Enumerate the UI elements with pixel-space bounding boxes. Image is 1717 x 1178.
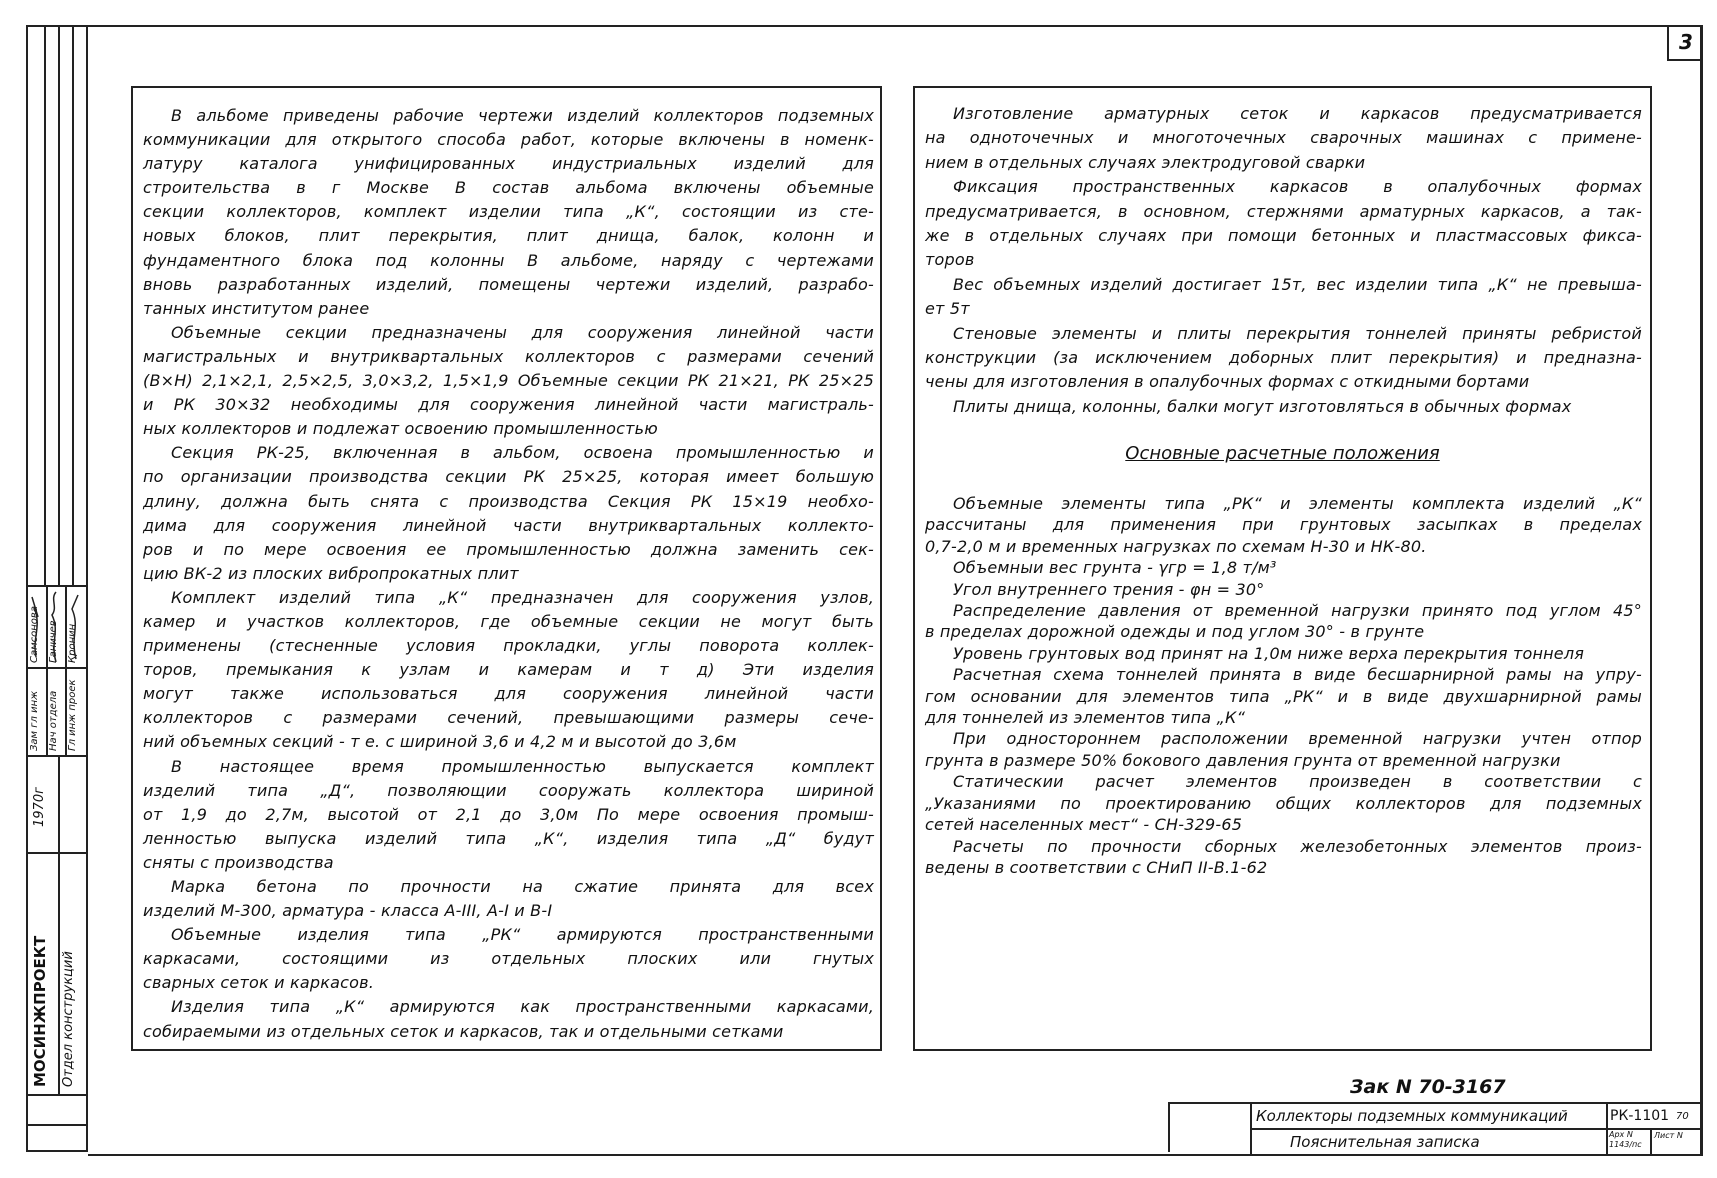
- text-line: Объемныи вес грунта - γгр = 1,8 т/м³: [953, 558, 1277, 578]
- stamp-year: 1970г: [32, 787, 47, 827]
- text-line: (В×Н) 2,1×2,1, 2,5×2,5, 3,0×3,2, 1,5×1,9 Объемные секции РК 21×21, РК 25×25: [143, 371, 874, 391]
- text-line: фундаментного блока под колонны В альбоме, наряду с чертежами: [143, 250, 874, 270]
- archive-number: 1143/пс: [1609, 1140, 1642, 1149]
- archive-label: Арх N: [1609, 1130, 1633, 1139]
- role-2: Нач отдела: [48, 690, 59, 751]
- text-line: же в отдельных случаях при помощи бетонных и пластмассовых фикса-: [925, 226, 1642, 246]
- text-line: новых блоков, плит перекрытия, плит днища, балок, колонн и: [143, 226, 874, 246]
- text-line: вновь разработанных изделий, помещены чертежи изделий, разрабо-: [143, 274, 874, 294]
- text-line: Расчеты по прочности сборных железобетонных элементов произ-: [953, 836, 1642, 856]
- text-line: Объемные секции предназначены для сооружения линейной части: [171, 322, 874, 342]
- text-line: предусматривается, в основном, стержнями арматурных каркасов, а так-: [925, 201, 1642, 221]
- divider: [44, 27, 46, 587]
- text-line: камер и участков коллекторов, где объемные секции не могут быть: [143, 611, 874, 631]
- text-line: Изделия типа „К“ армируются как пространственными каркасами,: [171, 997, 874, 1017]
- text-line: цию ВК-2 из плоских вибропрокатных плит: [143, 563, 519, 583]
- section-heading-text: Основные расчетные положения: [1125, 443, 1440, 464]
- signatures: [28, 587, 86, 667]
- sheet-label: Лист N: [1654, 1131, 1683, 1140]
- text-line: В альбоме приведены рабочие чертежи изделий коллекторов подземных: [171, 106, 874, 125]
- text-line: Фиксация пространственных каркасов в опалубочных формах: [953, 177, 1642, 197]
- text-line: Вес объемных изделий достигает 15т, вес изделии типа „К“ не превыша-: [953, 274, 1642, 294]
- text-line: магистральных и внутриквартальных коллекторов с размерами сечений: [143, 346, 874, 366]
- text-line: гом основании для элементов типа „РК“ и в виде двухшарнирной рамы: [925, 686, 1642, 706]
- text-line: и РК 30×32 необходимы для сооружения линейной части магистраль-: [143, 395, 874, 415]
- page-number: 3: [1667, 25, 1703, 61]
- text-line: применены (стесненные условия прокладки, углы поворота коллек-: [143, 636, 874, 656]
- text-line: от 1,9 до 2,7м, высотой от 2,1 до 3,0м По мере освоения промыш-: [143, 804, 874, 824]
- document-code: РК-1101: [1610, 1108, 1670, 1124]
- text-line: Марка бетона по прочности на сжатие принята для всех: [171, 877, 874, 896]
- code-year: 70: [1676, 1110, 1689, 1122]
- role-1: Зам гл инж: [29, 690, 40, 751]
- name-1: Самсонова: [29, 606, 40, 663]
- text-line: Угол внутреннего трения - φн = 30°: [953, 579, 1265, 599]
- divider: [28, 852, 86, 854]
- order-number: Зак N 70-3167: [1350, 1076, 1506, 1098]
- left-text-column: [131, 86, 882, 1051]
- text-line: Объемные изделия типа „РК“ армируются пространственными: [171, 925, 874, 945]
- text-line: ленностью выпуска изделий типа „К“, изделия типа „Д“ будут: [143, 828, 874, 848]
- text-line: ний объемных секций - т е. с шириной 3,6 и 4,2 м и высотой до 3,6м: [143, 732, 737, 752]
- text-line: изделий М-300, арматура - класса А-III, А-I и В-I: [143, 901, 553, 921]
- organization-name: МОСИНЖПРОЕКТ: [31, 935, 49, 1087]
- archive-cell: [1609, 1130, 1642, 1150]
- name-2: Ганичев: [48, 620, 59, 663]
- text-line: Объемные элементы типа „РК“ и элементы комплекта изделий „К“: [953, 494, 1642, 513]
- text-line: Расчетная схема тоннелей принята в виде бесшарнирной рамы на упру-: [953, 665, 1642, 685]
- text-line: секции коллекторов, комплект изделии типа „К“, состоящии из сте-: [143, 202, 874, 222]
- text-line: латуру каталога унифицированных индустриальных изделий для: [143, 154, 874, 174]
- department-name: Отдел конструкций: [61, 951, 76, 1087]
- text-line: рассчитаны для применения при грунтовых засыпках в пределах: [925, 515, 1642, 535]
- text-line: В настоящее время промышленностью выпускается комплект: [171, 756, 874, 776]
- text-line: Стеновые элементы и плиты перекрытия тоннелей приняты ребристой: [953, 323, 1642, 343]
- text-line: длину, должна быть снята с производства Секция РК 15×19 необхо-: [143, 491, 874, 511]
- divider: [28, 667, 86, 669]
- text-line: Секция РК-25, включенная в альбом, освоена промышленностью и: [171, 443, 874, 463]
- side-stamp: [26, 25, 88, 1152]
- divider: [28, 1094, 86, 1096]
- text-line: по организации производства секции РК 25×25, которая имеет большую: [143, 467, 874, 487]
- text-line: сварных сеток и каркасов.: [143, 973, 375, 993]
- text-line: танных институтом ранее: [143, 298, 370, 318]
- text-line: Плиты днища, колонны, балки могут изготовляться в обычных формах: [953, 396, 1572, 416]
- text-line: дима для сооружения линейной части внутриквартальных коллекто-: [143, 515, 874, 535]
- text-line: нием в отдельных случаях электродуговой сварки: [925, 152, 1366, 172]
- text-line: 0,7-2,0 м и временных нагрузках по схемам Н-30 и НК-80.: [925, 536, 1427, 556]
- divider: [1650, 1128, 1652, 1154]
- name-3: Кронин: [67, 623, 78, 663]
- text-line: сетей населенных мест“ - СН-329-65: [925, 815, 1243, 835]
- role-3: Гл инж проек: [67, 679, 78, 751]
- text-line: При одностороннем расположении временной нагрузки учтен отпор: [953, 729, 1642, 749]
- text-line: каркасами, состоящими из отдельных плоских или гнутых: [143, 949, 874, 969]
- divider: [28, 755, 86, 757]
- text-line: строительства в г Москве В состав альбома включены объемные: [143, 178, 874, 198]
- text-line: Комплект изделий типа „К“ предназначен для сооружения узлов,: [171, 587, 874, 607]
- text-line: собираемыми из отдельных сеток и каркасов, так и отдельными сетками: [143, 1021, 784, 1041]
- text-line: изделий типа „Д“, позволяющии сооружать коллектора шириной: [143, 780, 874, 800]
- text-line: для тоннелей из элементов типа „К“: [925, 708, 1246, 728]
- text-line: торов: [925, 250, 975, 270]
- title-block: [1168, 1102, 1702, 1152]
- text-line: Распределение давления от временной нагрузки принято под углом 45°: [953, 601, 1642, 621]
- project-title: Коллекторы подземных коммуникаций: [1256, 1107, 1568, 1125]
- text-line: ведены в соответствии с СНиП II-В.1-62: [925, 857, 1268, 877]
- divider: [72, 27, 74, 587]
- text-line: сняты с производства: [143, 852, 334, 872]
- text-line: конструкции (за исключением доборных плит перекрытия) и предназна-: [925, 348, 1642, 368]
- text-line: Статическии расчет элементов произведен в соответствии с: [953, 772, 1642, 792]
- divider: [28, 1124, 86, 1126]
- text-line: могут также использоваться для сооружения линейной части: [143, 684, 874, 704]
- divider: [58, 755, 60, 1095]
- right-text-column: [913, 86, 1652, 1051]
- divider: [58, 27, 60, 587]
- text-line: Изготовление арматурных сеток и каркасов предусматривается: [953, 104, 1642, 123]
- text-line: коллекторов с размерами сечений, превышающими размеры сече-: [143, 708, 874, 728]
- section-heading: [915, 443, 1650, 464]
- text-line: в пределах дорожной одежды и под углом 30° - в грунте: [925, 622, 1425, 642]
- text-line: коммуникации для открытого способа работ, которые включены в номенк-: [143, 130, 874, 150]
- text-line: ных коллекторов и подлежат освоению промышленностью: [143, 419, 658, 439]
- text-line: торов, премыкания к узлам и камерам и т д) Эти изделия: [143, 660, 874, 680]
- text-line: грунта в размере 50% бокового давления грунта от временной нагрузки: [925, 750, 1561, 770]
- text-line: ров и по мере освоения ее промышленностью должна заменить сек-: [143, 539, 874, 559]
- document-title: Пояснительная записка: [1290, 1133, 1480, 1151]
- text-line: Уровень грунтовых вод принят на 1,0м ниже верха перекрытия тоннеля: [953, 643, 1585, 663]
- text-line: „Указаниями по проектированию общих коллекторов для подземных: [925, 793, 1642, 813]
- text-line: ет 5т: [925, 299, 970, 319]
- text-line: на одноточечных и многоточечных сварочных машинах с примене-: [925, 128, 1642, 148]
- text-line: чены для изготовления в опалубочных формах с откидными бортами: [925, 372, 1530, 392]
